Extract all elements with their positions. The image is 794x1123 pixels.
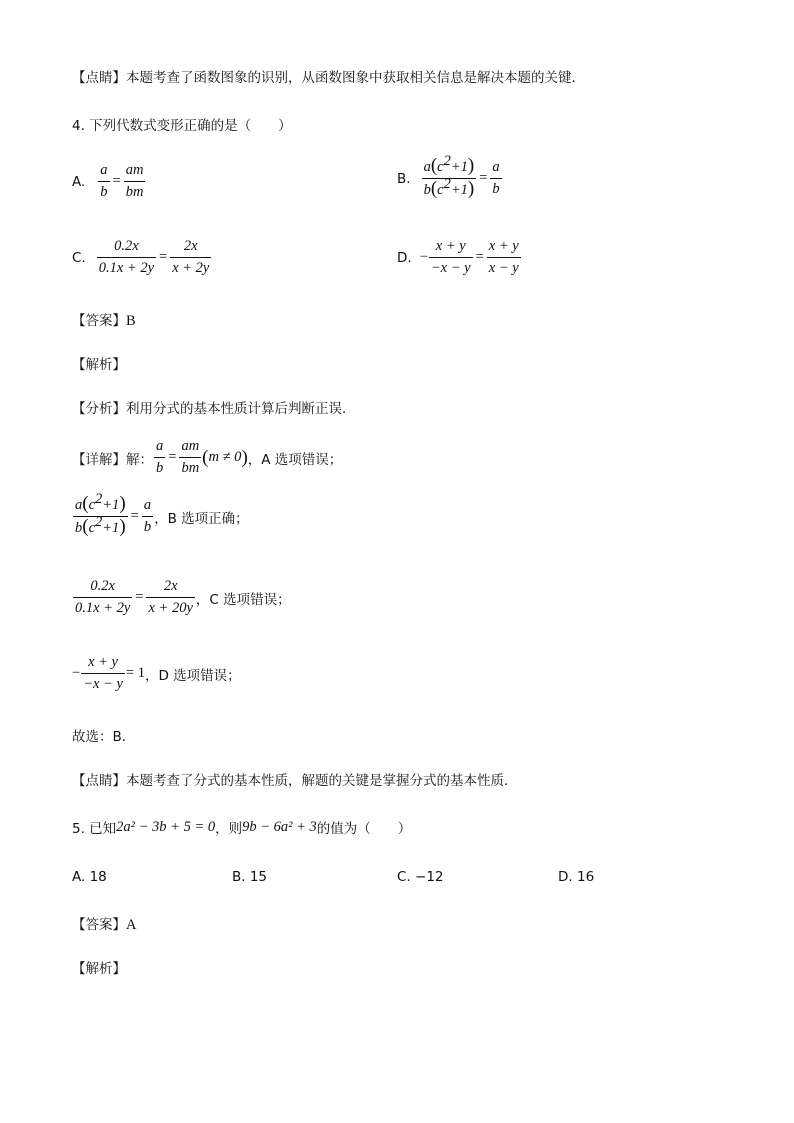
fraction-d-right: $\frac{x + y}{x - y}$ — [488, 238, 519, 276]
detail-fraction-c-left: $\frac{0.2x}{0.1x + 2y}$ — [75, 578, 131, 616]
q5-option-b: B. 15 — [232, 869, 268, 885]
q4-jiexi-heading: 【解析】 — [72, 357, 126, 373]
q4-option-b: B. $\frac{a(c^2+1)}{b(c^2+1)}$ = $\frac{a}{b}$ — [397, 153, 500, 199]
detail-fraction-b-left: $\frac{a(c^2+1)}{b(c^2+1)}$ — [75, 491, 126, 537]
fraction-d-left: $\frac{x + y}{-x - y}$ — [430, 238, 471, 276]
option-c-label: C. — [72, 249, 86, 266]
option-d-label: D. — [397, 249, 412, 266]
q5-option-d: D. 16 — [558, 869, 595, 885]
q4-choose: 故选：B． — [72, 729, 136, 745]
q5-option-a: A. 18 — [72, 869, 107, 885]
q4-stem: 4. 下列代数式变形正确的是（ ） — [72, 118, 292, 134]
q4-option-a: A. $\frac{a}{b}$ = $\frac{am}{bm}$ — [72, 160, 146, 203]
detail-fraction-d: $\frac{x + y}{-x - y}$ — [83, 654, 123, 692]
fraction-c-left: $\frac{0.2x}{0.1x + 2y}$ — [98, 238, 154, 276]
q5-jiexi-heading: 【解析】 — [72, 961, 126, 977]
fraction-b-right: $\frac{a}{b}$ — [492, 159, 500, 197]
q5-option-c: C. −12 — [397, 869, 444, 885]
q4-detail-line-4: − $\frac{x + y}{-x - y}$ = 1 ，D 选项错误； — [72, 652, 241, 695]
option-a-label: A. — [72, 173, 86, 190]
q4-answer: 【答案】B — [72, 313, 136, 329]
fraction-a-left: $\frac{a}{b}$ — [100, 162, 108, 200]
fraction-a-right: $\frac{am}{bm}$ — [125, 162, 144, 200]
fraction-c-right: $\frac{2x}{x + 2y}$ — [172, 238, 210, 276]
q4-comment: 【点睛】本题考查了分式的基本性质，解题的关键是掌握分式的基本性质． — [72, 773, 518, 789]
detail-fraction-a-right: $\frac{am}{bm}$ — [181, 438, 200, 476]
detail-fraction-c-right: $\frac{2x}{x + 20y}$ — [148, 578, 193, 616]
q5-answer: 【答案】A — [72, 917, 137, 933]
q4-option-d: D. − $\frac{x + y}{-x - y}$ = $\frac{x + y}{x - y}$ — [397, 236, 522, 279]
q4-detail-line-1: 【详解】解： $\frac{a}{b}$ = $\frac{am}{bm}$ ( m ≠ 0 ) ，A 选项错误； — [72, 436, 342, 479]
q4-option-c: C. $\frac{0.2x}{0.1x + 2y}$ = $\frac{2x}{x + 2y}$ — [72, 236, 212, 279]
q4-detail-line-3: $\frac{0.2x}{0.1x + 2y}$ = $\frac{2x}{x + 20y}$ ，C 选项错误； — [72, 576, 291, 619]
q4-detail-line-2: $\frac{a(c^2+1)}{b(c^2+1)}$ = $\frac{a}{b}$ ，B 选项正确； — [75, 491, 249, 537]
detail-fraction-b-right: $\frac{a}{b}$ — [143, 497, 152, 535]
q4-analysis: 【分析】利用分式的基本性质计算后判断正误． — [72, 401, 356, 417]
fraction-b-left: $\frac{a(c^2+1)}{b(c^2+1)}$ — [423, 153, 475, 199]
option-b-label: B. — [397, 170, 411, 187]
detail-fraction-a-left: $\frac{a}{b}$ — [156, 438, 164, 476]
intro-comment: 【点睛】本题考查了函数图象的识别，从函数图象中获取相关信息是解决本题的关键． — [72, 70, 585, 86]
q5-stem: 5. 已知 2a² − 3b + 5 = 0 ，则 9b − 6a² + 3 的值为（ ） — [72, 818, 412, 837]
